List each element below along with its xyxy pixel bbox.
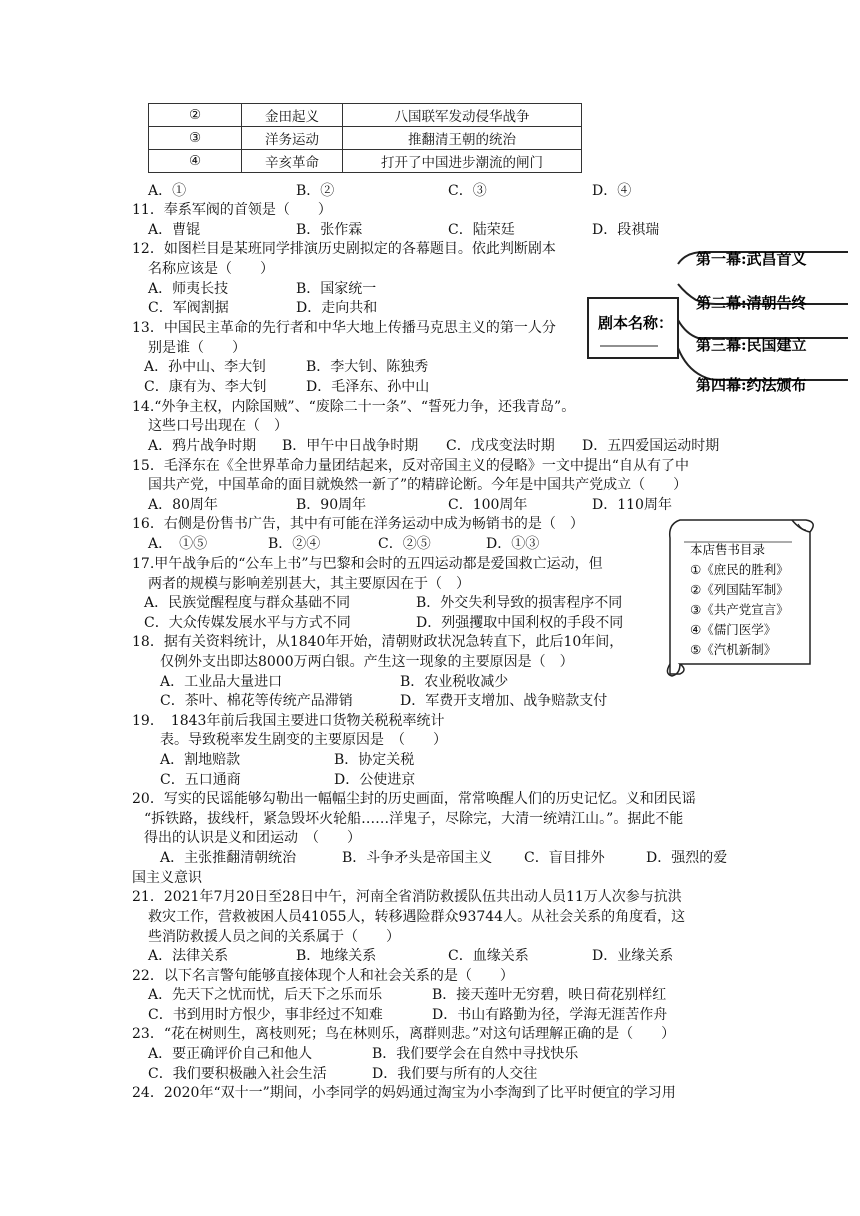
q21-option-b[interactable]: B．地缘关系 [296,948,377,964]
q22-option-d[interactable]: D．书山有路勤为径，学海无涯苦作舟 [432,1007,668,1023]
q17-option-b[interactable]: B．外交失利导致的损害程序不同 [416,595,623,611]
q20-stem: 20．写实的民谣能够勾勒出一幅幅尘封的历史画面，常常唤醒人们的历史记忆。义和团民谣 [132,791,696,807]
book-ad-title: 本店售书目录 [690,542,766,557]
q14-stem: 14.“外争主权，内除国贼”、“废除二十一条”、“誓死力争，还我青岛”。 [132,399,576,415]
q16-stem: 16．右侧是份售书广告，其中有可能在洋务运动中成为畅销书的是（ ） [132,516,584,532]
q17-option-c[interactable]: C．大众传媒发展水平与方式不同 [144,615,351,631]
play-act-1: 第一幕:武昌首义 [696,250,807,268]
q23-option-d[interactable]: D．我们要与所有的人交往 [372,1066,538,1082]
table-cell: 推翻清王朝的统治 [343,127,582,150]
q19-stem-cont: 表。导致税率发生剧变的主要原因是 （ ） [160,732,447,748]
q10-option-c[interactable]: C．③ [448,183,487,199]
q16-option-a[interactable]: A． ①⑤ [148,536,208,552]
q21-option-a[interactable]: A．法律关系 [148,948,229,964]
q21-stem-cont: 救灾工作，营救被困人员41055人，转移遇险群众93744人。从社会关系的角度看，这 [148,909,686,925]
q16-option-c[interactable]: C．②⑤ [378,536,431,552]
q15-option-d[interactable]: D．110周年 [592,497,672,513]
q23-stem: 23．“花在树则生，离枝则死；鸟在林则乐，离群则悲。”对这句话理解正确的是（ ） [132,1026,676,1042]
q16-option-b[interactable]: B．②④ [268,536,321,552]
q11-option-d[interactable]: D．段祺瑞 [592,222,660,238]
q17-option-a[interactable]: A．民族觉醒程度与群众基础不同 [144,595,351,611]
q15-option-a[interactable]: A．80周年 [148,497,218,513]
q18-option-d[interactable]: D．军费开支增加、战争赔款支付 [400,693,608,709]
q13-option-c[interactable]: C．康有为、李大钊 [144,379,267,395]
q21-option-d[interactable]: D．业缘关系 [592,948,674,964]
q13-option-d[interactable]: D．毛泽东、孙中山 [306,379,430,395]
table-cell: 洋务运动 [242,127,343,150]
q12-option-c[interactable]: C．军阀割据 [148,300,229,316]
q17-option-d[interactable]: D．列强攫取中国利权的手段不同 [416,615,624,631]
q15-option-b[interactable]: B．90周年 [296,497,367,513]
q18-stem: 18．据有关资料统计，从1840年开始，清朝财政状况急转直下，此后10年间， [132,634,624,650]
book-item-3: ③《共产党宣言》 [690,602,789,617]
q20-option-d[interactable]: D．强烈的爱 [646,850,728,866]
q19-stem: 19． 1843年前后我国主要进口货物关税税率统计 [132,713,445,729]
book-item-1: ①《庶民的胜利》 [690,562,789,577]
table-cell: ③ [149,127,242,150]
table-cell: 八国联军发动侵华战争 [343,104,582,127]
q14-option-c[interactable]: C．戊戌变法时期 [446,438,555,454]
table-cell: ④ [149,150,242,173]
table-cell: ② [149,104,242,127]
q20-option-d-cont: 国主义意识 [132,870,202,886]
q10-option-d[interactable]: D．④ [592,183,632,199]
book-item-5: ⑤《汽机新制》 [690,642,777,657]
q13-option-a[interactable]: A．孙中山、李大钊 [144,359,267,375]
q22-option-c[interactable]: C．书到用时方恨少，事非经过不知难 [148,1007,383,1023]
q12-option-a[interactable]: A．师夷长技 [148,281,229,297]
q19-option-c[interactable]: C．五口通商 [160,772,241,788]
q13-stem-cont: 别是谁（ ） [148,340,246,356]
q22-stem: 22．以下名言警句能够直接体现个人和社会关系的是（ ） [132,968,514,984]
q13-option-b[interactable]: B．李大钊、陈独秀 [306,359,429,375]
q17-stem-cont: 两者的规模与影响差别甚大，其主要原因在于（ ） [148,576,470,592]
q20-stem-cont: “拆铁路，拔线杆，紧急毁坏火轮船……洋鬼子，尽除完，大清一统靖江山。”。据此不能 [144,811,684,827]
book-item-4: ④《儒门医学》 [690,622,777,637]
q14-option-a[interactable]: A．鸦片战争时期 [148,438,257,454]
q23-option-c[interactable]: C．我们要积极融入社会生活 [148,1066,327,1082]
q22-option-a[interactable]: A．先天下之忧而忧，后天下之乐而乐 [148,987,383,1003]
q17-stem: 17.甲午战争后的“公车上书”与巴黎和会时的五四运动都是爱国救亡运动，但 [132,556,603,572]
q15-stem-cont: 国共产党，中国革命的面目就焕然一新了”的精辟论断。今年是中国共产党成立（ ） [148,477,688,493]
table-row [149,104,582,127]
q12-stem: 12．如图栏目是某班同学排演历史剧拟定的各幕题目。依此判断剧本 [132,241,556,257]
q15-stem: 15．毛泽东在《全世界革命力量团结起来，反对帝国主义的侵略》一文中提出“自从有了中 [132,458,689,474]
play-scheme-figure [586,244,848,404]
q18-option-c[interactable]: C．茶叶、棉花等传统产品滞销 [160,693,353,709]
q14-stem-cont: 这些口号出现在（ ） [148,418,288,434]
q11-option-b[interactable]: B．张作霖 [296,222,363,238]
q16-option-d[interactable]: D．①③ [486,536,540,552]
q23-option-a[interactable]: A．要正确评价自己和他人 [148,1046,313,1062]
play-act-4: 第四幕:约法颁布 [696,376,807,394]
q21-stem-cont2: 些消防救援人员之间的关系属于（ ） [148,929,400,945]
q11-option-a[interactable]: A．曹锟 [148,222,201,238]
events-table [148,103,582,173]
q12-option-d[interactable]: D．走向共和 [296,300,378,316]
q10-option-b[interactable]: B．② [296,183,335,199]
book-ad-scroll [660,518,820,678]
q23-option-b[interactable]: B．我们要学会在自然中寻找快乐 [372,1046,579,1062]
q15-option-c[interactable]: C．100周年 [448,497,528,513]
table-row [149,150,582,173]
q21-option-c[interactable]: C．血缘关系 [448,948,529,964]
q11-stem: 11．奉系军阀的首领是（ ） [132,202,332,218]
q20-stem-cont2: 得出的认识是义和团运动 （ ） [144,830,361,846]
q21-stem: 21．2021年7月20日至28日中午，河南全省消防救援队伍共出动人员11万人次参与抗洪 [132,889,682,905]
table-cell: 金田起义 [242,104,343,127]
q24-stem: 24．2020年“双十一”期间，小李同学的妈妈通过淘宝为小李淘到了比平时便宜的学习用 [132,1085,676,1101]
q20-option-a[interactable]: A．主张推翻清朝统治 [160,850,297,866]
q18-option-a[interactable]: A．工业品大量进口 [160,674,283,690]
q14-option-b[interactable]: B．甲午中日战争时期 [282,438,419,454]
q20-option-b[interactable]: B．斗争矛头是帝国主义 [342,850,493,866]
q18-option-b[interactable]: B．农业税收减少 [400,674,509,690]
table-cell: 打开了中国进步潮流的闸门 [343,150,582,173]
q12-stem-cont: 名称应该是（ ） [148,261,274,277]
q13-stem: 13．中国民主革命的先行者和中华大地上传播马克思主义的第一人分 [132,320,556,336]
play-act-3: 第三幕:民国建立 [696,336,807,354]
play-title: 剧本名称： [598,314,674,332]
table-cell: 辛亥革命 [242,150,343,173]
play-act-2: 第二幕:清朝告终 [696,294,807,312]
q18-stem-cont: 仅例外支出即达8000万两白银。产生这一现象的主要原因是（ ） [160,654,574,670]
q10-option-a[interactable]: A．① [148,183,187,199]
q19-option-b[interactable]: B．协定关税 [334,752,415,768]
q11-option-c[interactable]: C．陆荣廷 [448,222,515,238]
q12-option-b[interactable]: B．国家统一 [296,281,377,297]
table-row [149,127,582,150]
q22-option-b[interactable]: B．接天莲叶无穷碧，映日荷花别样红 [432,987,667,1003]
q19-option-d[interactable]: D．公使进京 [334,772,416,788]
q14-option-d[interactable]: D．五四爱国运动时期 [582,438,720,454]
q20-option-c[interactable]: C．盲目排外 [524,850,605,866]
book-item-2: ②《列国陆军制》 [690,582,789,597]
q19-option-a[interactable]: A．割地赔款 [160,752,241,768]
